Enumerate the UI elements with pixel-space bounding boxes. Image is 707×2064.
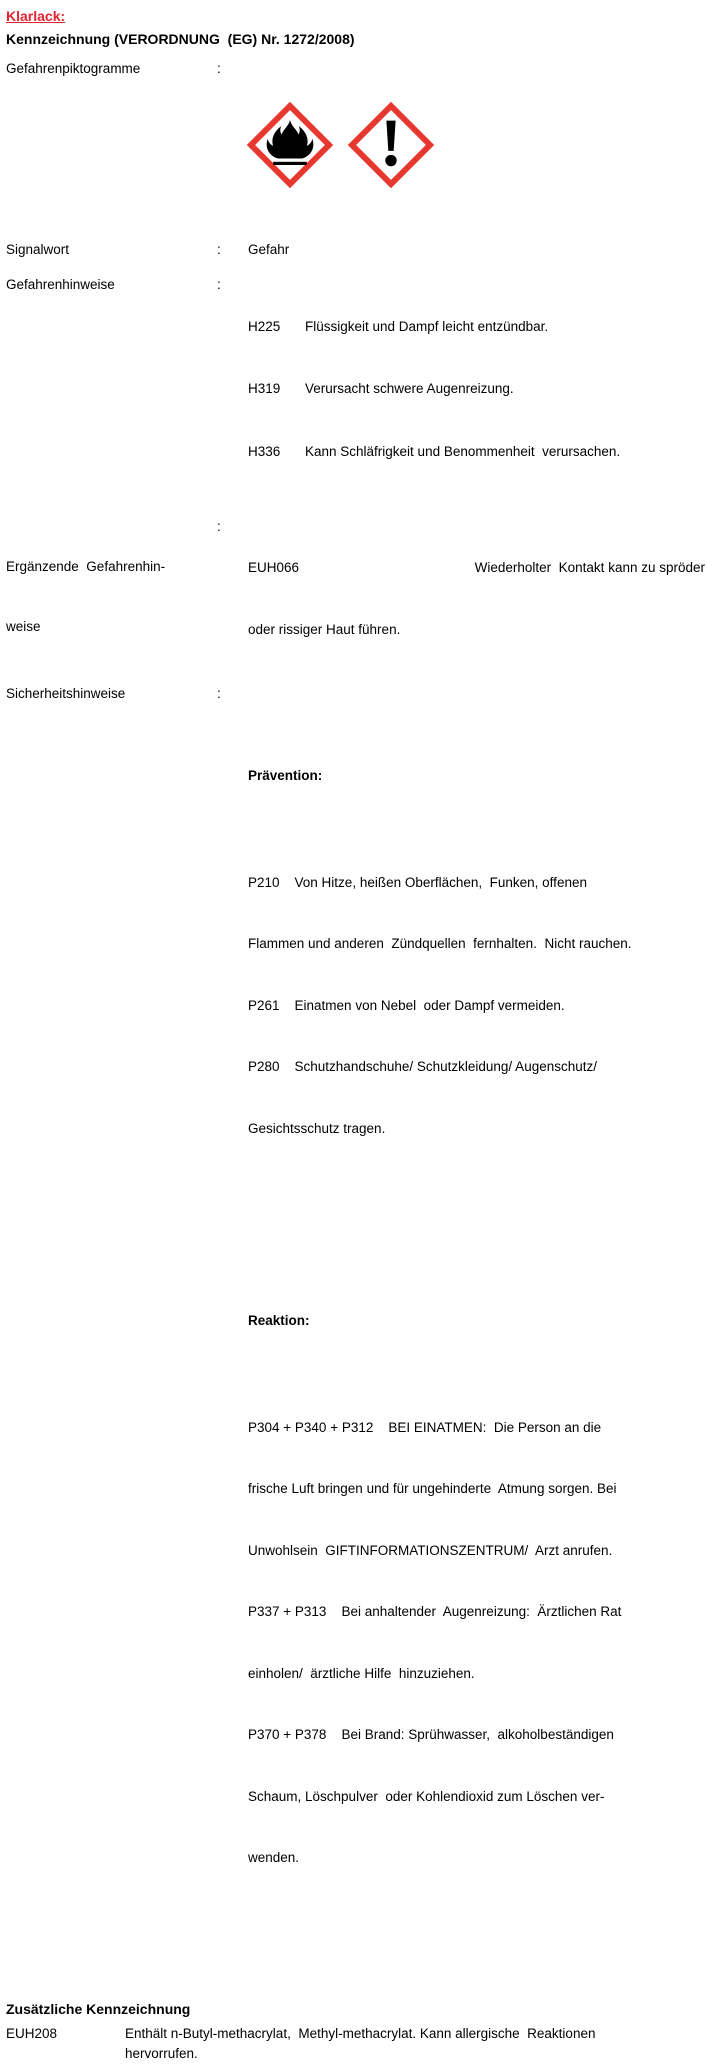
signal-word-value: Gefahr [248,242,290,257]
euh208-code: EUH208 [6,2025,58,2041]
hazard-code: H225 [248,318,281,334]
colon-separator: : [217,519,221,534]
row-label: Signalwort [6,242,70,257]
hazard-statement [248,441,705,463]
row-label: Ergänzende Gefahrenhin- weise [6,559,166,634]
colon-separator: : [217,276,221,292]
flame-icon [248,103,332,187]
colon-separator: : [217,242,221,257]
hazard-text: Kann Schläfrigkeit und Benommenheit verursachen. [305,443,621,459]
colon-separator: : [217,686,221,701]
product-title: Klarlack: [6,8,66,24]
row-precautionary-statements [6,684,705,1992]
row-euh208 [6,2024,705,2064]
hazard-code: H336 [248,443,281,459]
euh-code: EUH066 [248,560,300,575]
row-label: Sicherheitshinweise [6,686,126,701]
prevention-block [248,725,705,1221]
euh-statement [248,558,705,579]
euh-text-continued: oder rissiger Haut führen. [248,621,401,637]
hazard-text: Flüssigkeit und Dampf leicht entzündbar. [305,318,549,334]
exclamation-mark-icon [349,103,433,187]
reaction-statements: P304 + P340 + P312 BEI EINATMEN: Die Person an die frische Luft bringen und für ungehinderte Atmung sorgen. Bei Unwohlsein GIFTINFORMATIONSZENTRUM/ Arzt anrufen. P337 + P313 Bei anhaltender Augenreizung: Ärztlichen Rat einholen/ ärztliche Hilfe hinzuziehen. P370 + P378 Bei Brand: Sprühwasser, alkoholbeständigen Schaum, Löschpulver oder Kohlendioxid zum Löschen ver- wenden. [248,1419,622,1865]
pictogram-group [248,100,705,187]
row-label: Gefahrenpiktogramme [6,61,141,76]
row-label: Gefahrenhinweise [6,276,115,292]
row-signal-word [6,240,705,261]
hazard-statement [248,378,705,400]
prevention-statements: P210 Von Hitze, heißen Oberflächen, Funken, offenen Flammen und anderen Zündquellen fernhalten. Nicht rauchen. P261 Einatmen von Nebel oder Dampf vermeiden. P280 Schutzhandschuhe/ Schutzkleidung/ Augenschutz/ Gesichtsschutz tragen. [248,874,632,1136]
hazard-statement [248,316,705,338]
additional-labelling-heading: Zusätzliche Kennzeichnung [6,2000,191,2017]
row-hazard-pictograms [6,59,705,228]
row-hazard-statements [6,275,705,504]
prevention-heading: Prävention: [248,768,323,783]
regulation-heading: Kennzeichnung (VERORDNUNG (EG) Nr. 1272/2008) [6,31,355,47]
row-supplemental-hazards [6,517,705,681]
euh208-text-continued: hervorrufen. [125,2045,198,2061]
colon-separator: : [217,61,221,76]
euh208-text: Enthält n-Butyl-methacrylat, Methyl-methacrylat. Kann allergische Reaktionen [125,2025,596,2041]
hazard-code: H319 [248,381,281,396]
euh-text: Wiederholter Kontakt kann zu spröder [474,560,705,575]
hazard-text: Verursacht schwere Augenreizung. [305,381,514,396]
reaction-heading: Reaktion: [248,1313,310,1328]
reaction-block [248,1270,705,1951]
